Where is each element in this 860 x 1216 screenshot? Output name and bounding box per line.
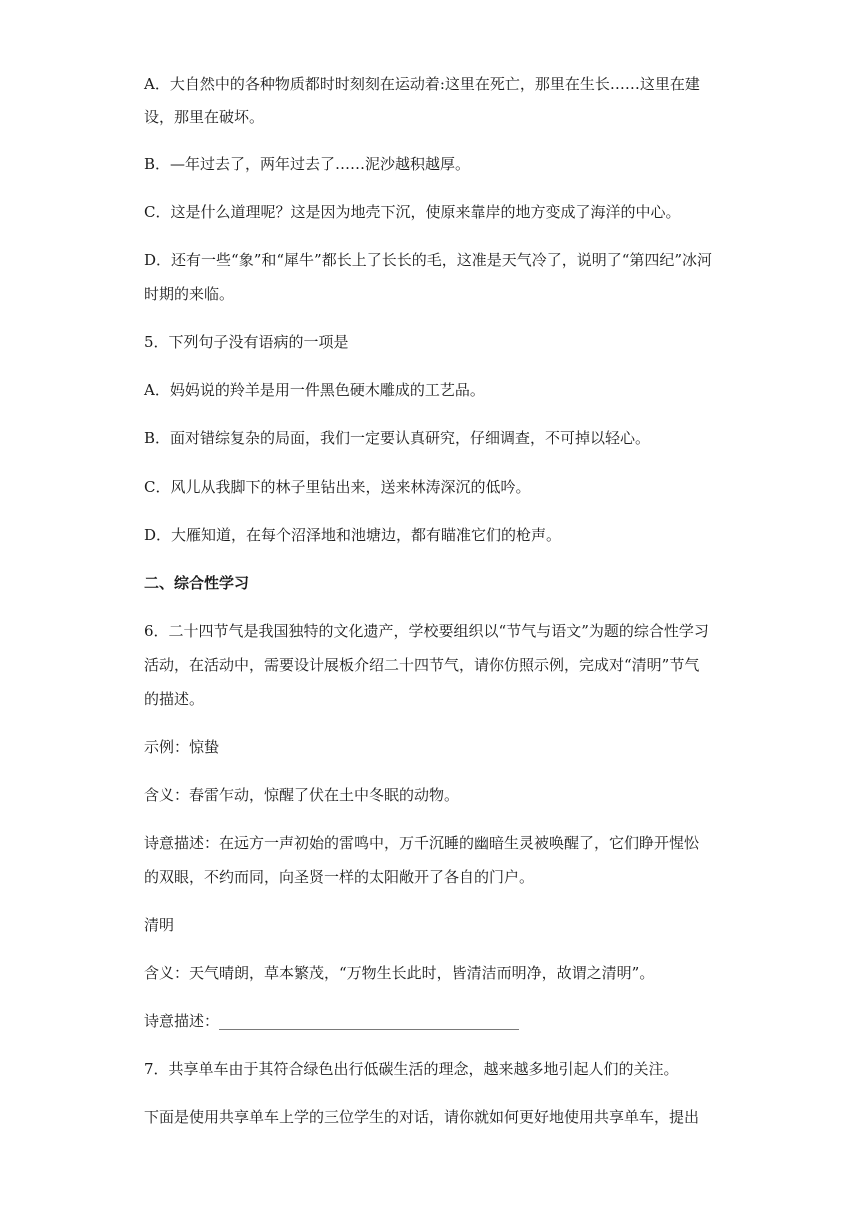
question-6-line-2: 活动，在活动中，需要设计展板介绍二十四节气，请你仿照示例，完成对“清明”节气 (144, 656, 700, 674)
question-7-line-1: 7．共享单车由于其符合绿色出行低碳生活的理念，越来越多地引起人们的关注。 (144, 1060, 679, 1078)
question-5: 5．下列句子没有语病的一项是 (144, 333, 349, 351)
option-a-line-2: 设，那里在破坏。 (144, 108, 265, 126)
option-b: B．—年过去了，两年过去了……泥沙越积越厚。 (144, 155, 471, 173)
example-description-line-1: 诗意描述：在远方一声初始的雷鸣中，万千沉睡的幽暗生灵被唤醒了，它们睁开惺忪 (144, 834, 700, 852)
option-c: C．这是什么道理呢？这是因为地壳下沉，使原来靠岸的地方变成了海洋的中心。 (144, 203, 681, 221)
question-6-line-1: 6．二十四节气是我国独特的文化遗产，学校要组织以“节气与语文”为题的综合性学习 (144, 622, 709, 640)
question-7-line-2: 下面是使用共享单车上学的三位学生的对话，请你就如何更好地使用共享单车，提出 (144, 1108, 700, 1126)
example-description-line-2: 的双眼，不约而同，向圣贤一样的太阳敞开了各自的门户。 (144, 868, 535, 886)
example-title: 示例：惊蛰 (144, 738, 220, 756)
option-d-line-2: 时期的来临。 (144, 285, 235, 303)
qingming-title: 清明 (144, 916, 175, 934)
qingming-description-blank: 诗意描述：________________________________________ (144, 1012, 520, 1030)
example-meaning: 含义：春雷乍动，惊醒了伏在土中冬眠的动物。 (144, 786, 460, 804)
qingming-meaning: 含义：天气晴朗，草本繁茂，“万物生长此时，皆清洁而明净，故谓之清明”。 (144, 964, 655, 982)
q5-option-a: A．妈妈说的羚羊是用一件黑色硬木雕成的工艺品。 (144, 381, 485, 399)
q5-option-b: B．面对错综复杂的局面，我们一定要认真研究，仔细调查，不可掉以轻心。 (144, 429, 651, 447)
q5-option-c: C．风儿从我脚下的林子里钻出来，送来林涛深沉的低吟。 (144, 478, 531, 496)
section-heading: 二、综合性学习 (144, 574, 250, 592)
question-6-line-3: 的描述。 (144, 690, 205, 708)
q5-option-d: D．大雁知道，在每个沼泽地和池塘边，都有瞄准它们的枪声。 (144, 526, 562, 544)
option-d-line-1: D．还有一些“象”和“犀牛”都长上了长长的毛，这准是天气冷了，说明了“第四纪”冰河 (144, 251, 713, 269)
option-a-line-1: A．大自然中的各种物质都时时刻刻在运动着:这里在死亡，那里在生长……这里在建 (144, 75, 700, 93)
